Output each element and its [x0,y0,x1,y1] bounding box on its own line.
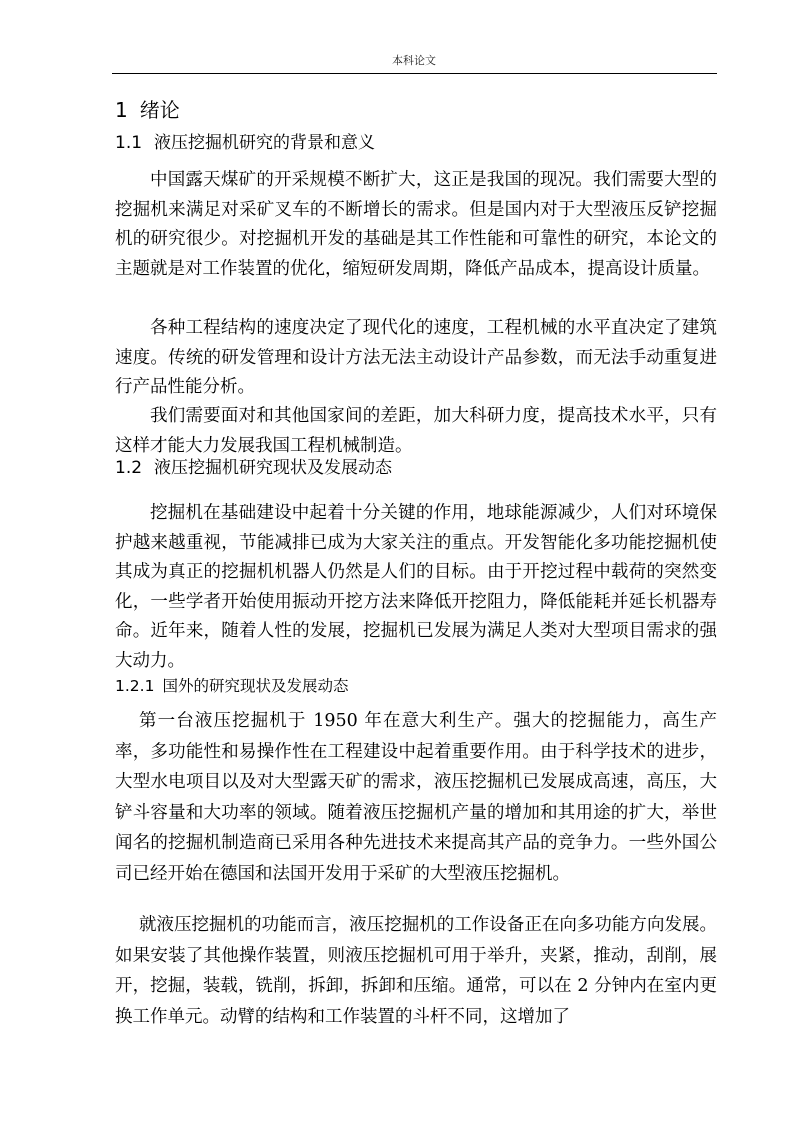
section-title: 液压挖掘机研究现状及发展动态 [154,458,393,478]
paragraph: 就液压挖掘机的功能而言，液压挖掘机的工作设备正在向多功能方向发展。如果安装了其他操作装置，则液压挖掘机可用于举升，夹紧，推动，刮削，展开，挖掘，装载，铣削，拆卸，拆卸和压缩。通常，可以在 2 分钟内在室内更换工作单元。动臂的结构和工作装置的斗杆不同，这增加了 [115,915,717,1027]
paragraph: 我们需要面对和其他国家间的差距，加大科研力度，提高技术水平，只有这样才能大力发展我国工程机械制造。 [115,406,717,456]
paragraph: 挖掘机在基础建设中起着十分关键的作用，地球能源减少，人们对环境保护越来越重视，节能减排已成为大家关注的重点。开发智能化多功能挖掘机使其成为真正的挖掘机机器人仍然是人们的目标。由于开挖过程中载荷的突然变化，一些学者开始使用振动开挖方法来降低开挖阻力，降低能耗并延长机器寿命。近年来，随着人性的发展，挖掘机已发展为满足人类对大型项目需求的强大动力。 [115,503,717,671]
paragraph: 各种工程结构的速度决定了现代化的速度，工程机械的水平直决定了建筑速度。传统的研发管理和设计方法无法主动设计产品参数，而无法手动重复进行产品性能分析。 [115,318,717,397]
subsection-number: 1.2.1 [115,677,155,695]
chapter-heading [115,96,180,124]
paragraph: 中国露天煤矿的开采规模不断扩大，这正是我国的现况。我们需要大型的挖掘机来满足对采矿叉车的不断增长的需求。但是国内对于大型液压反铲挖掘机的研究很少。对挖掘机开发的基础是其工作性能和可靠性的研究，本论文的主题就是对工作装置的优化，缩短研发周期，降低产品成本，提高设计质量。 [115,170,717,279]
running-header: 本科论文 [392,54,436,67]
subsection-heading-1-2-1 [115,675,348,697]
section-number: 1.1 [115,133,143,153]
subsection-title: 国外的研究现状及发展动态 [162,677,349,695]
section-number: 1.2 [115,458,143,478]
chapter-title: 绪论 [139,98,180,122]
section-heading-1-2 [115,456,392,480]
chapter-number: 1 [115,98,128,122]
header-rule [112,73,717,74]
section-title: 液压挖掘机研究的背景和意义 [154,133,376,153]
paragraph: 第一台液压挖掘机于 1950 年在意大利生产。强大的挖掘能力，高生产率，多功能性和易操作性在工程建设中起着重要作用。由于科学技术的进步，大型水电项目以及对大型露天矿的需求，液压挖掘机已发展成高速，高压，大铲斗容量和大功率的领域。随着液压挖掘机产量的增加和其用途的扩大，举世闻名的挖掘机制造商已采用各种先进技术来提高其产品的竞争力。一些外国公司已经开始在德国和法国开发用于采矿的大型液压挖掘机。 [115,711,717,884]
section-heading-1-1 [115,131,375,155]
